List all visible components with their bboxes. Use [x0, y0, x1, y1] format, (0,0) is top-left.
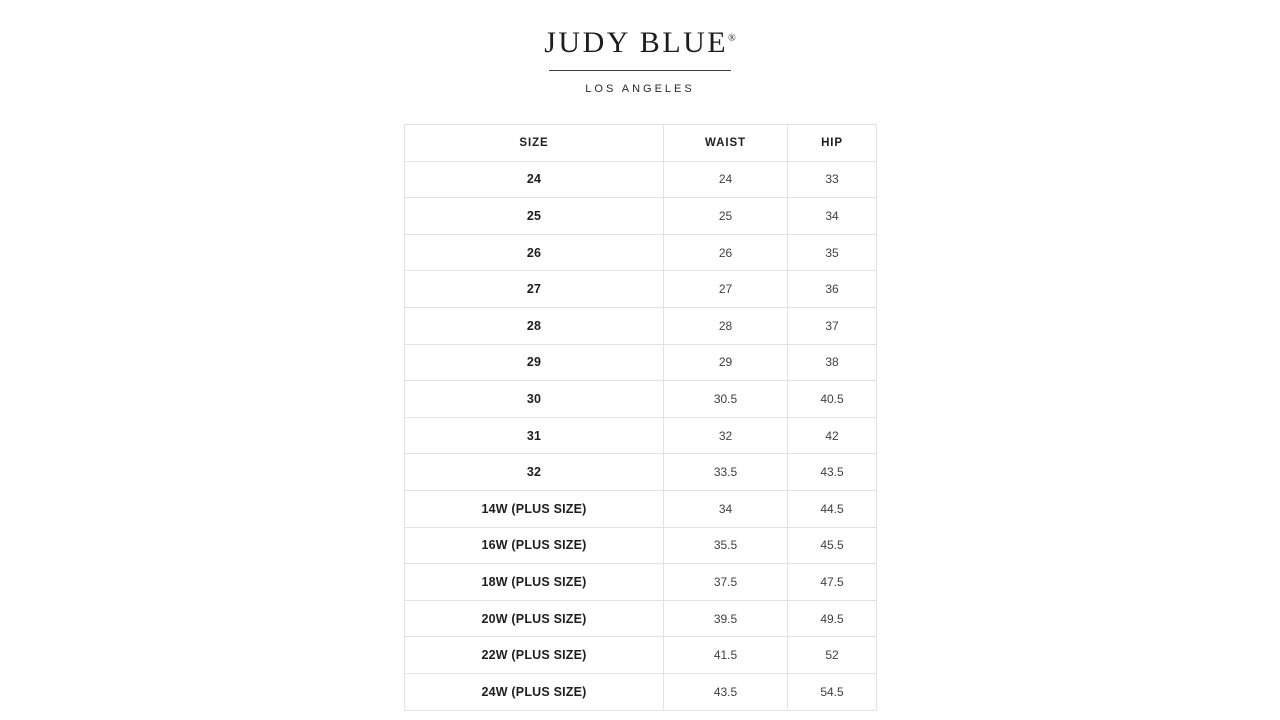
cell-hip: 34: [788, 198, 877, 235]
brand-divider: [549, 70, 731, 71]
cell-waist: 26: [664, 234, 788, 271]
cell-size: 32: [405, 454, 664, 491]
cell-waist: 39.5: [664, 600, 788, 637]
cell-size: 24W (PLUS SIZE): [405, 673, 664, 710]
cell-hip: 43.5: [788, 454, 877, 491]
cell-size: 22W (PLUS SIZE): [405, 637, 664, 674]
cell-hip: 42: [788, 417, 877, 454]
cell-waist: 35.5: [664, 527, 788, 564]
table-row: [405, 271, 877, 308]
cell-hip: 47.5: [788, 564, 877, 601]
cell-hip: 40.5: [788, 381, 877, 418]
table-header-row: [405, 125, 877, 162]
table-row: [405, 490, 877, 527]
cell-waist: 29: [664, 344, 788, 381]
cell-size: 18W (PLUS SIZE): [405, 564, 664, 601]
cell-size: 29: [405, 344, 664, 381]
cell-size: 16W (PLUS SIZE): [405, 527, 664, 564]
table-row: [405, 381, 877, 418]
table-row: [405, 454, 877, 491]
registered-trademark-icon: ®: [728, 33, 736, 44]
brand-wordmark: [544, 28, 736, 58]
cell-hip: 52: [788, 637, 877, 674]
cell-waist: 37.5: [664, 564, 788, 601]
cell-hip: 37: [788, 307, 877, 344]
cell-size: 27: [405, 271, 664, 308]
cell-waist: 27: [664, 271, 788, 308]
cell-hip: 49.5: [788, 600, 877, 637]
table-header: [405, 125, 877, 162]
cell-size: 20W (PLUS SIZE): [405, 600, 664, 637]
table-row: [405, 637, 877, 674]
table-row: [405, 417, 877, 454]
cell-size: 24: [405, 161, 664, 198]
table-row: [405, 307, 877, 344]
table-row: [405, 234, 877, 271]
cell-hip: 35: [788, 234, 877, 271]
cell-size: 25: [405, 198, 664, 235]
table-row: [405, 198, 877, 235]
column-header-hip: HIP: [788, 125, 877, 162]
brand-name-text: JUDY BLUE: [544, 26, 729, 59]
cell-waist: 30.5: [664, 381, 788, 418]
cell-size: 28: [405, 307, 664, 344]
table-row: [405, 564, 877, 601]
cell-waist: 24: [664, 161, 788, 198]
cell-waist: 33.5: [664, 454, 788, 491]
table-body: [405, 161, 877, 710]
brand-location: LOS ANGELES: [585, 83, 695, 95]
cell-hip: 33: [788, 161, 877, 198]
cell-size: 30: [405, 381, 664, 418]
column-header-size: SIZE: [405, 125, 664, 162]
cell-size: 31: [405, 417, 664, 454]
cell-size: 14W (PLUS SIZE): [405, 490, 664, 527]
table-row: [405, 600, 877, 637]
cell-waist: 41.5: [664, 637, 788, 674]
cell-hip: 38: [788, 344, 877, 381]
cell-hip: 45.5: [788, 527, 877, 564]
table-row: [405, 161, 877, 198]
table-row: [405, 527, 877, 564]
cell-hip: 36: [788, 271, 877, 308]
cell-waist: 43.5: [664, 673, 788, 710]
cell-waist: 25: [664, 198, 788, 235]
cell-hip: 44.5: [788, 490, 877, 527]
cell-waist: 32: [664, 417, 788, 454]
size-chart-table: [404, 124, 877, 711]
brand-header: [0, 0, 1280, 95]
cell-waist: 34: [664, 490, 788, 527]
table-row: [405, 344, 877, 381]
cell-hip: 54.5: [788, 673, 877, 710]
cell-size: 26: [405, 234, 664, 271]
cell-waist: 28: [664, 307, 788, 344]
size-chart-table-wrapper: [404, 124, 876, 711]
table-row: [405, 673, 877, 710]
column-header-waist: WAIST: [664, 125, 788, 162]
